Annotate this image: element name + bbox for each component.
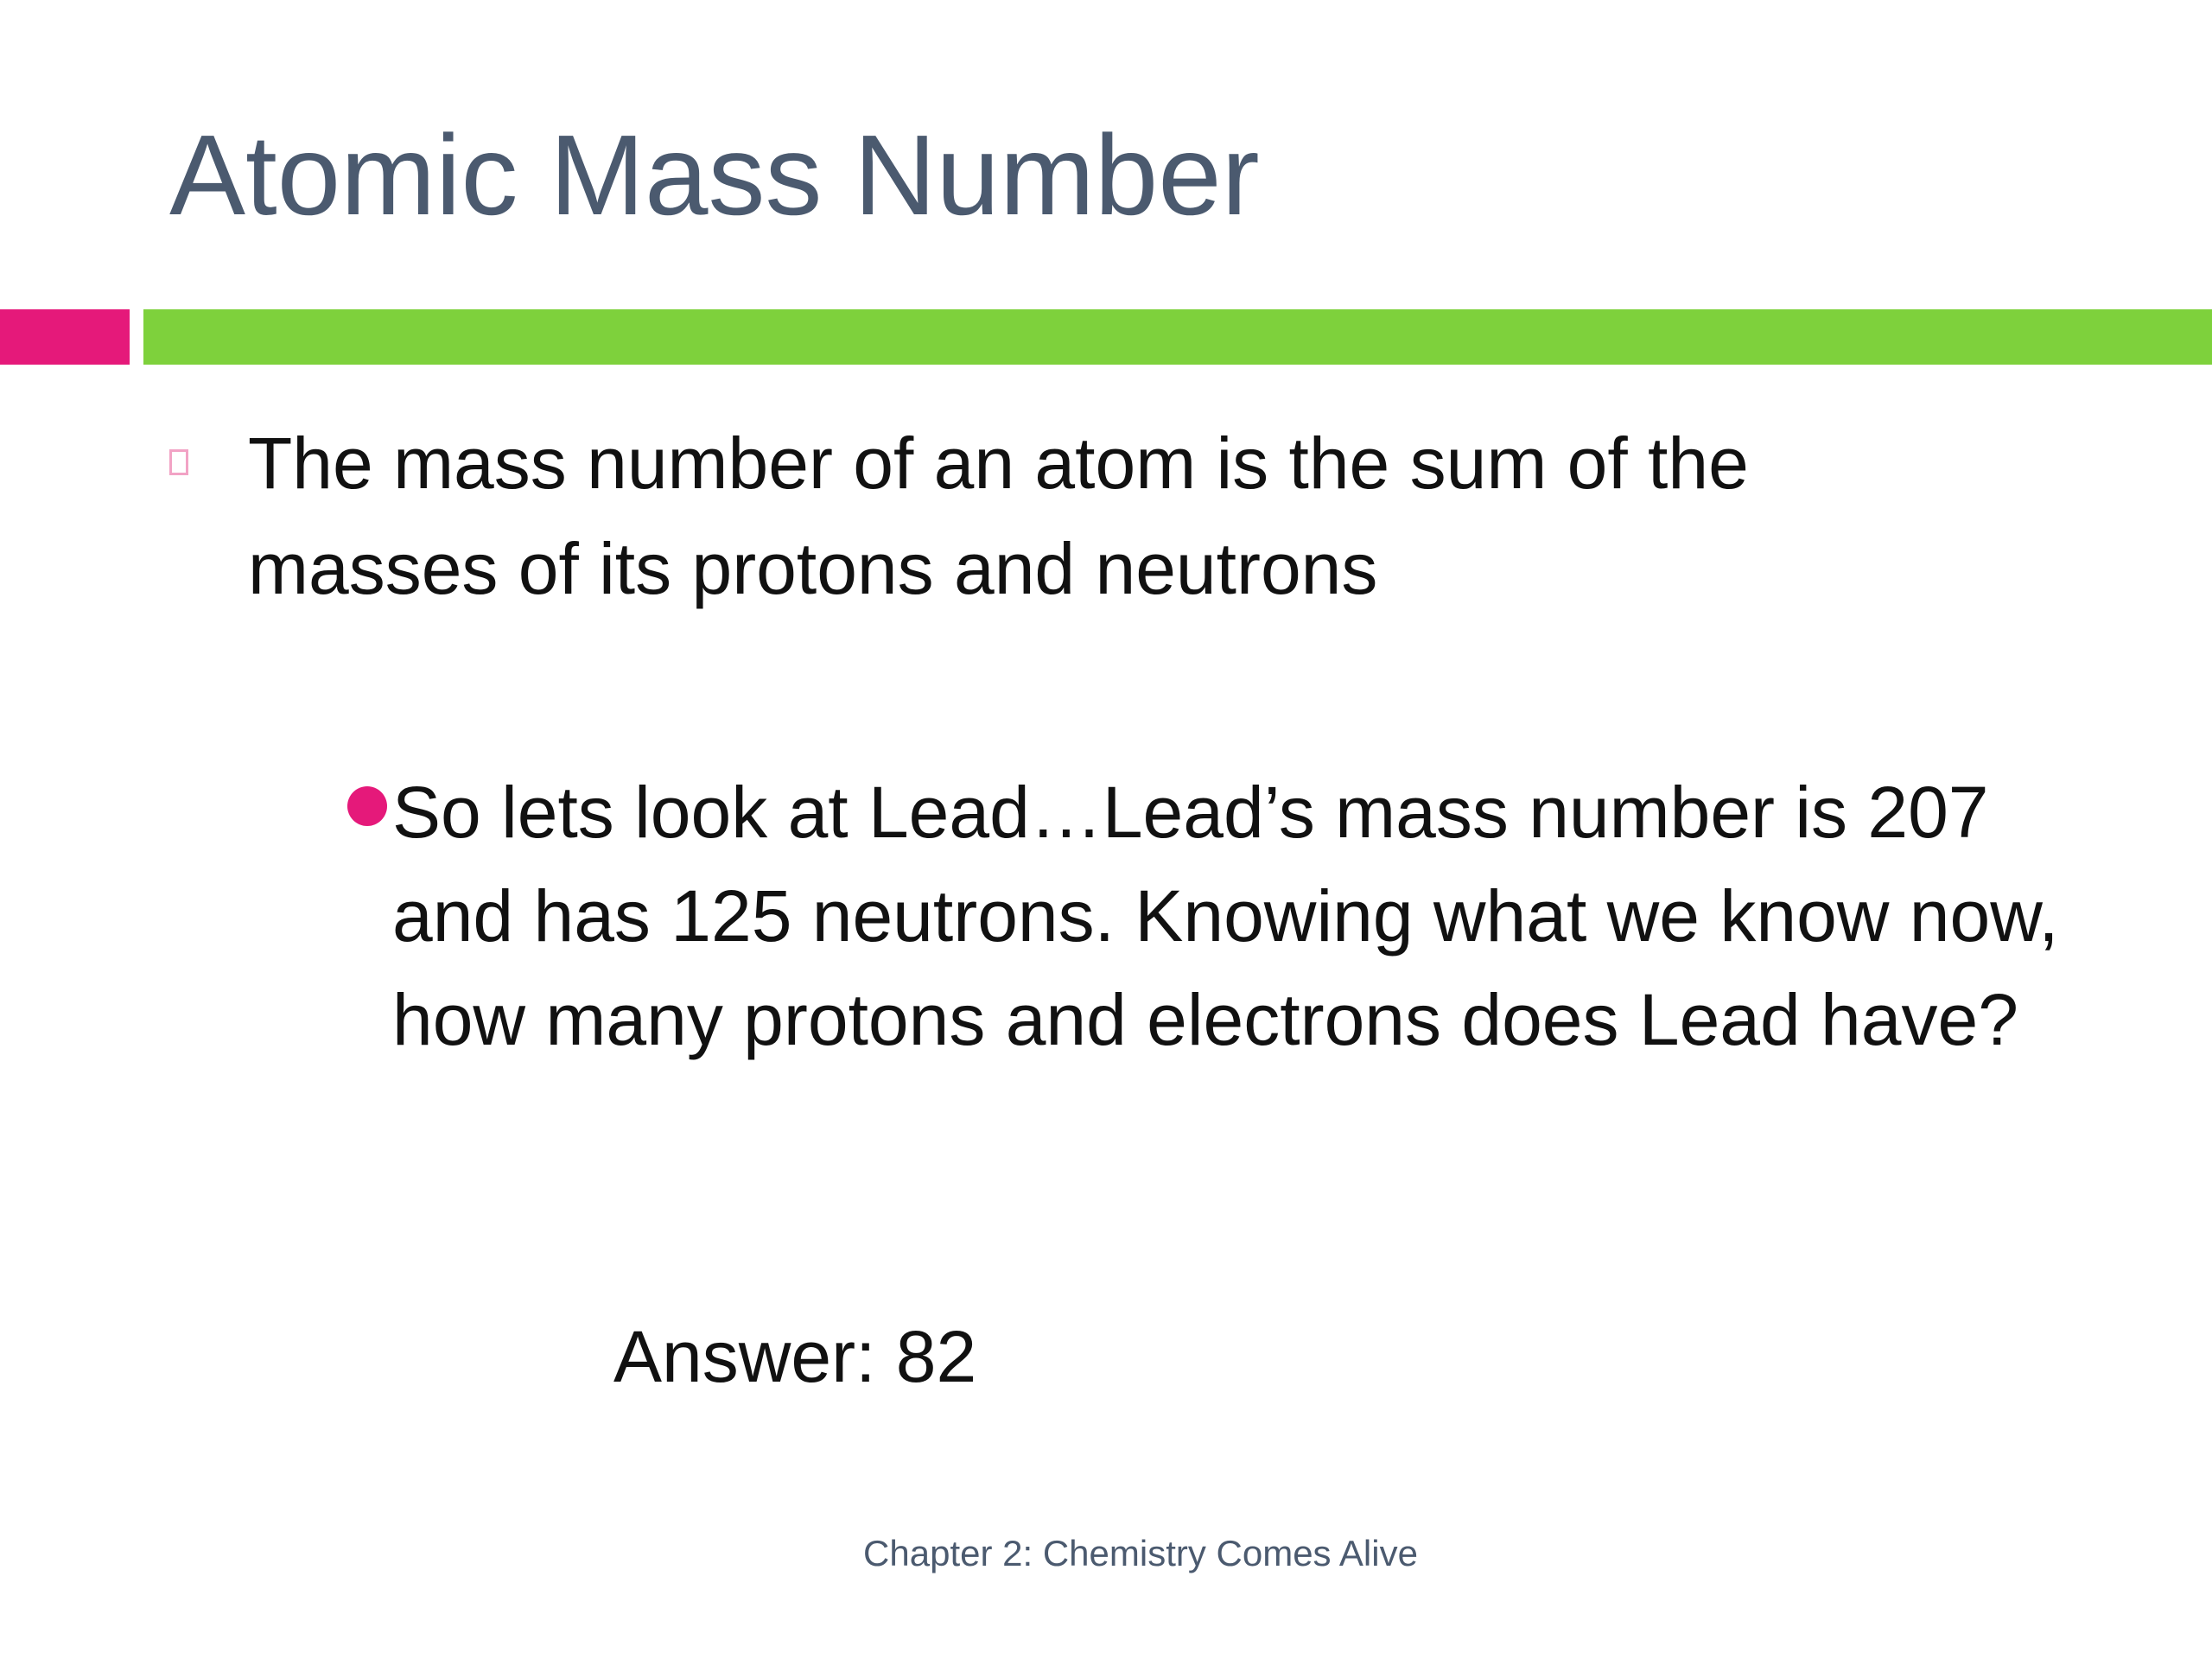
bullet-level1-text: The mass number of an atom is the sum of the masses of its protons and neutrons xyxy=(248,423,1749,609)
accent-bar xyxy=(0,309,130,365)
answer-text: Answer: 82 xyxy=(613,1316,977,1397)
title-underline-bar xyxy=(143,309,2212,365)
round-bullet-icon xyxy=(347,786,387,826)
slide-title: Atomic Mass Number xyxy=(169,111,1260,238)
slide-footer: Chapter 2: Chemistry Comes Alive xyxy=(863,1533,1418,1573)
bullet-level2-text: So lets look at Lead…Lead’s mass number is 207 and has 125 neutrons. Knowing what we know now, how many protons and electrons does Lead have? xyxy=(392,772,2059,1060)
square-bullet-icon xyxy=(169,449,188,475)
